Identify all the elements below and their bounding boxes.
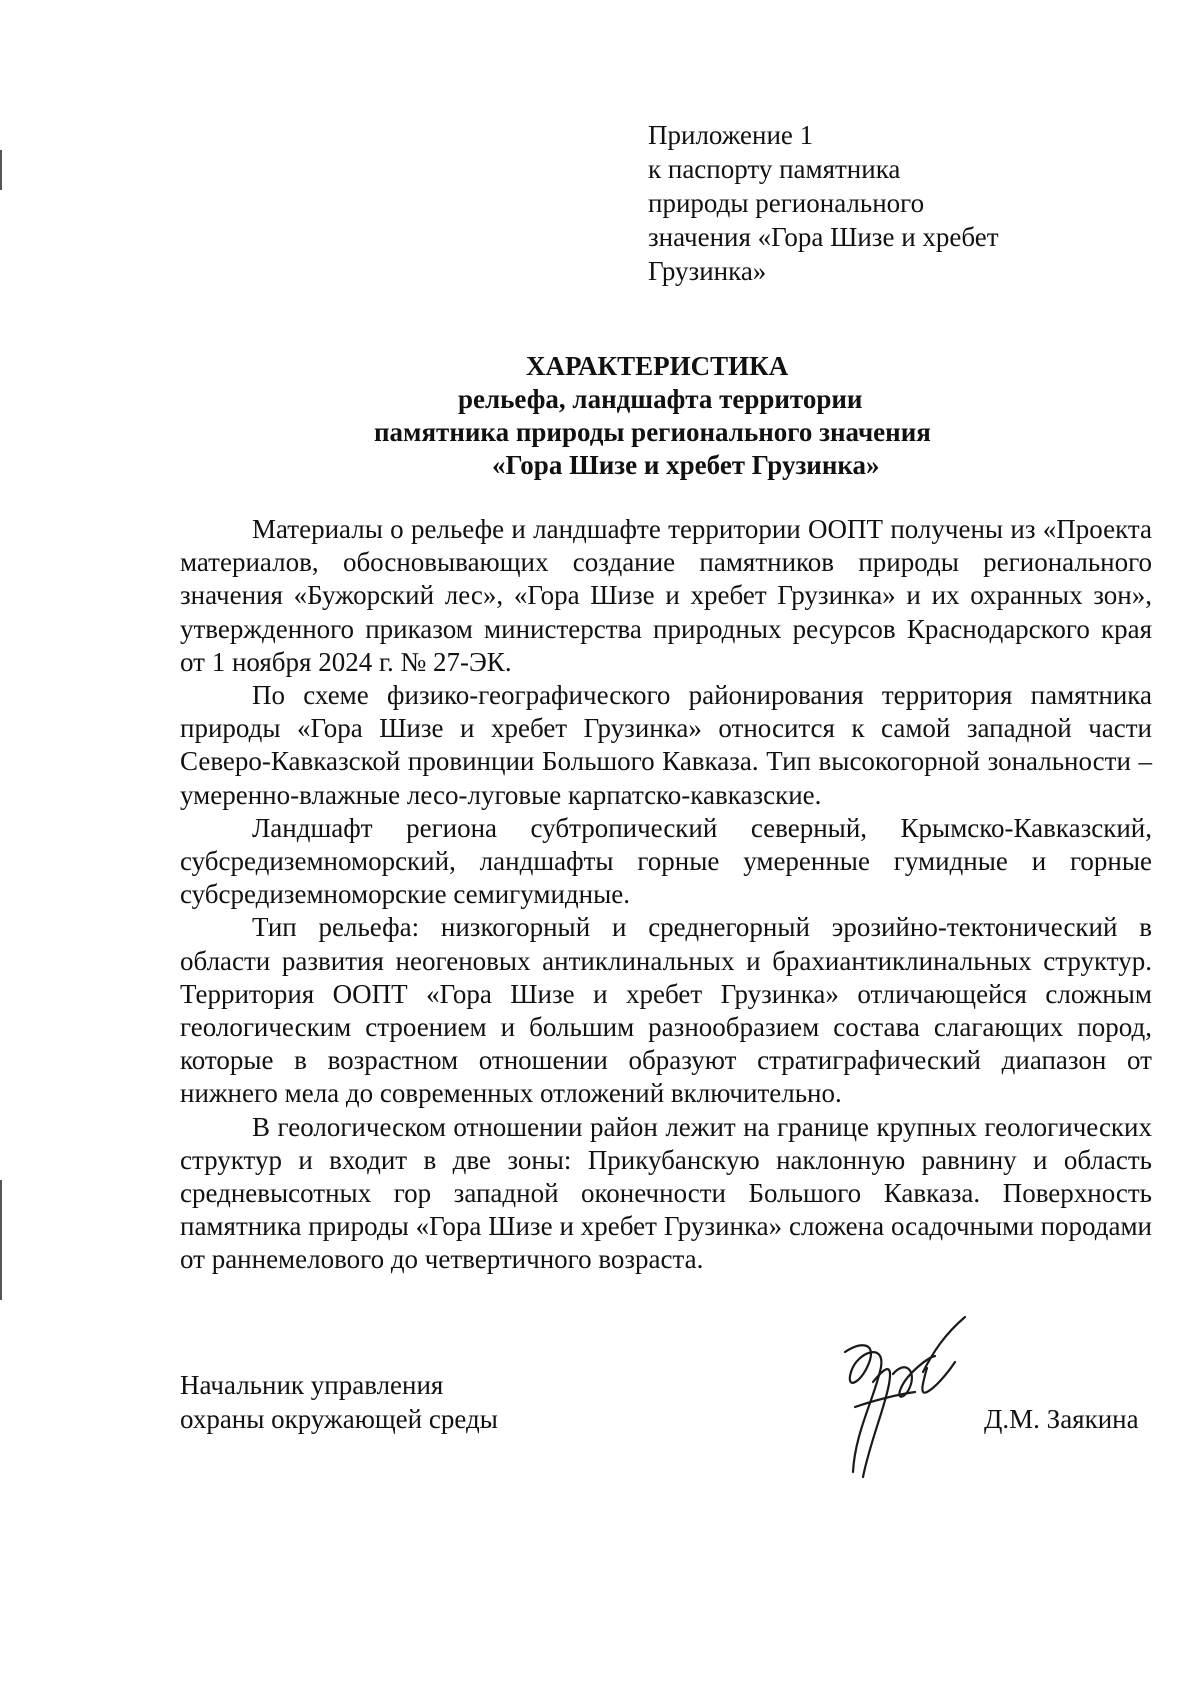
scan-edge-mark [0,150,2,190]
appendix-line: к паспорту памятника [648,154,901,184]
title-line: ХАРАКТЕРИСТИКА [526,351,789,381]
body-paragraph: В геологическом отношении район лежит на границе крупных геологических структур и входит в две зоны: Прикубанскую наклонную равнину и область средневысотных гор западной оконечности Большого Кавказа. Поверхность памятника природы «Гора Шизе и хребет Грузинка» сложена осадочными породами от раннемелового до четвертичного возраста. [180,1111,1152,1275]
appendix-line: природы регионального [648,188,925,218]
appendix-line: Приложение 1 [648,120,814,150]
title-line: рельефа, ландшафта территории [458,384,863,414]
scan-edge-mark [0,1180,2,1300]
appendix-note [648,118,1068,288]
handwritten-signature [815,1312,995,1492]
document-title [180,350,1080,482]
appendix-line: Грузинка» [648,256,767,286]
appendix-line: значения «Гора Шизе и хребет [648,222,999,252]
signer-name: Д.М. Заякина [984,1404,1139,1434]
title-line: «Гора Шизе и хребет Грузинка» [492,450,880,480]
signature-stroke [923,1317,965,1372]
signer-position [180,1368,498,1436]
signature-stroke [922,1362,955,1393]
signer-position-line: Начальник управления [180,1370,444,1400]
signature-stroke [845,1345,881,1472]
body-paragraph: Ландшафт региона субтропический северный, Крымско-Кавказский, субсредиземноморский, ландшафты горные умеренные гумидные и горные субсредиземноморские семигумидные. [180,812,1152,910]
title-line: памятника природы регионального значения [374,417,931,447]
signer-position-line: охраны окружающей среды [180,1404,498,1434]
body-paragraph: По схеме физико-географического районирования территория памятника природы «Гора Шизе и хребет Грузинка» относится к самой западной части Северо-Кавказской провинции Большого Кавказа. Тип высокогорной зональности – умеренно-влажные лесо-луговые карпатско-кавказские. [180,680,1152,810]
body-paragraph: Материалы о рельефе и ландшафте территории ООПТ получены из «Проекта материалов, обосновывающих создание памятников природы регионального значения «Бужорский лес», «Гора Шизе и хребет Грузинка» и их охранных зон», утвержденного приказом министерства природных ресурсов Краснодарского края от 1 ноября 2024 г. № 27-ЭК. [180,514,1152,677]
document-body [180,513,1152,1277]
body-paragraph: Тип рельефа: низкогорный и среднегорный эрозийно-тектонический в области развития неогеновых антиклинальных и брахиантиклинальных структур. Территория ООПТ «Гора Шизе и хребет Грузинка» отличающейся сложным геологическим строением и большим разнообразием состава слагающих пород, которые в возрастном отношении образуют стратиграфический диапазон от нижнего мела до современных отложений включительно. [180,912,1152,1109]
